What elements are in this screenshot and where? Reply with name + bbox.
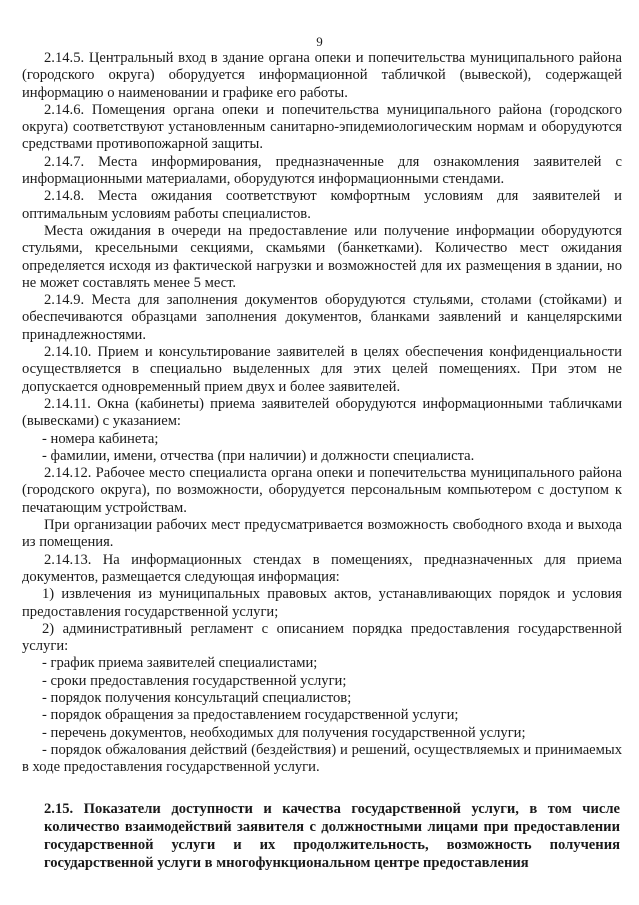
paragraph-2-14-13: 2.14.13. На информационных стендах в помещениях, предназначенных для приема документов, размещается следующая информация: (22, 551, 622, 585)
paragraph-2-14-7: 2.14.7. Места информирования, предназначенные для ознакомления заявителей с информационными материалами, оборудуются информационными стендами. (22, 153, 622, 188)
paragraph-2-14-11: 2.14.11. Окна (кабинеты) приема заявителей оборудуются информационными табличками (вывесками) с указанием: (22, 395, 622, 430)
paragraph-2-14-9: 2.14.9. Места для заполнения документов оборудуются стульями, столами (стойками) и обеспечиваются образцами заполнения документов, бланками заявлений и канцелярскими принадлежностями. (22, 292, 622, 343)
document-body (22, 50, 622, 873)
list-item: - порядок обжалования действий (бездействия) и решений, осуществляемых и принимаемых в ходе предоставления государственной услуги. (22, 741, 622, 776)
list-item: - номера кабинета; (42, 430, 159, 447)
list-item: - порядок обращения за предоставлением государственной услуги; (42, 707, 459, 724)
list-item: - фамилии, имени, отчества (при наличии) и должности специалиста. (42, 447, 475, 464)
list-item: 1) извлечения из муниципальных правовых актов, устанавливающих порядок и условия предоставления государственной услуги; (22, 586, 622, 620)
list-item: - график приема заявителей специалистами; (42, 655, 318, 672)
list-item: - перечень документов, необходимых для получения государственной услуги; (42, 724, 526, 741)
paragraph-2-14-6: 2.14.6. Помещения органа опеки и попечительства муниципального района (городского округа) соответствуют установленным санитарно-эпидемиологическим нормам и оборудуются средствами противопожарной защиты. (22, 101, 622, 153)
paragraph-waiting-places: Места ожидания в очереди на предоставление или получение информации оборудуются стульями, кресельными секциями, скамьями (банкетками). Количество мест ожидания определяется исходя из фактической нагрузки и возможностей для их размещения в здании, но не может составлять менее 5 мест. (22, 222, 622, 291)
paragraph-2-14-8: 2.14.8. Места ожидания соответствуют комфортным условиям для заявителей и оптимальным условиям работы специалистов. (22, 188, 622, 222)
page-number: 9 (316, 34, 323, 49)
list-item: - сроки предоставления государственной услуги; (42, 672, 347, 689)
paragraph-2-14-5: 2.14.5. Центральный вход в здание органа опеки и попечительства муниципального района (городского округа) оборудуется информационной табличкой (вывеской), содержащей информацию о наименовании и графике его работы. (22, 50, 622, 101)
section-heading-2-15: 2.15. Показатели доступности и качества государственной услуги, в том числе количество взаимодействий заявителя с должностными лицами при предоставлении государственной услуги и их продолжительность, возможность получения государственной услуги в многофункциональном центре предоставления (44, 801, 620, 871)
list-item: - порядок получения консультаций специалистов; (42, 689, 352, 706)
paragraph-2-14-12: 2.14.12. Рабочее место специалиста органа опеки и попечительства муниципального района (городского округа), по возможности, оборудуется персональным компьютером с доступом к печатающим устройствам. (22, 465, 622, 516)
paragraph-2-14-10: 2.14.10. Прием и консультирование заявителей в целях обеспечения конфиденциальности осуществляется в специально выделенных для этих целей помещениях. При этом не допускается одновременный прием двух и более заявителей. (22, 344, 622, 395)
paragraph-workplaces: При организации рабочих мест предусматривается возможность свободного входа и выхода из помещения. (22, 517, 622, 551)
list-item: 2) административный регламент с описанием порядка предоставления государственной услуги: (22, 620, 622, 655)
